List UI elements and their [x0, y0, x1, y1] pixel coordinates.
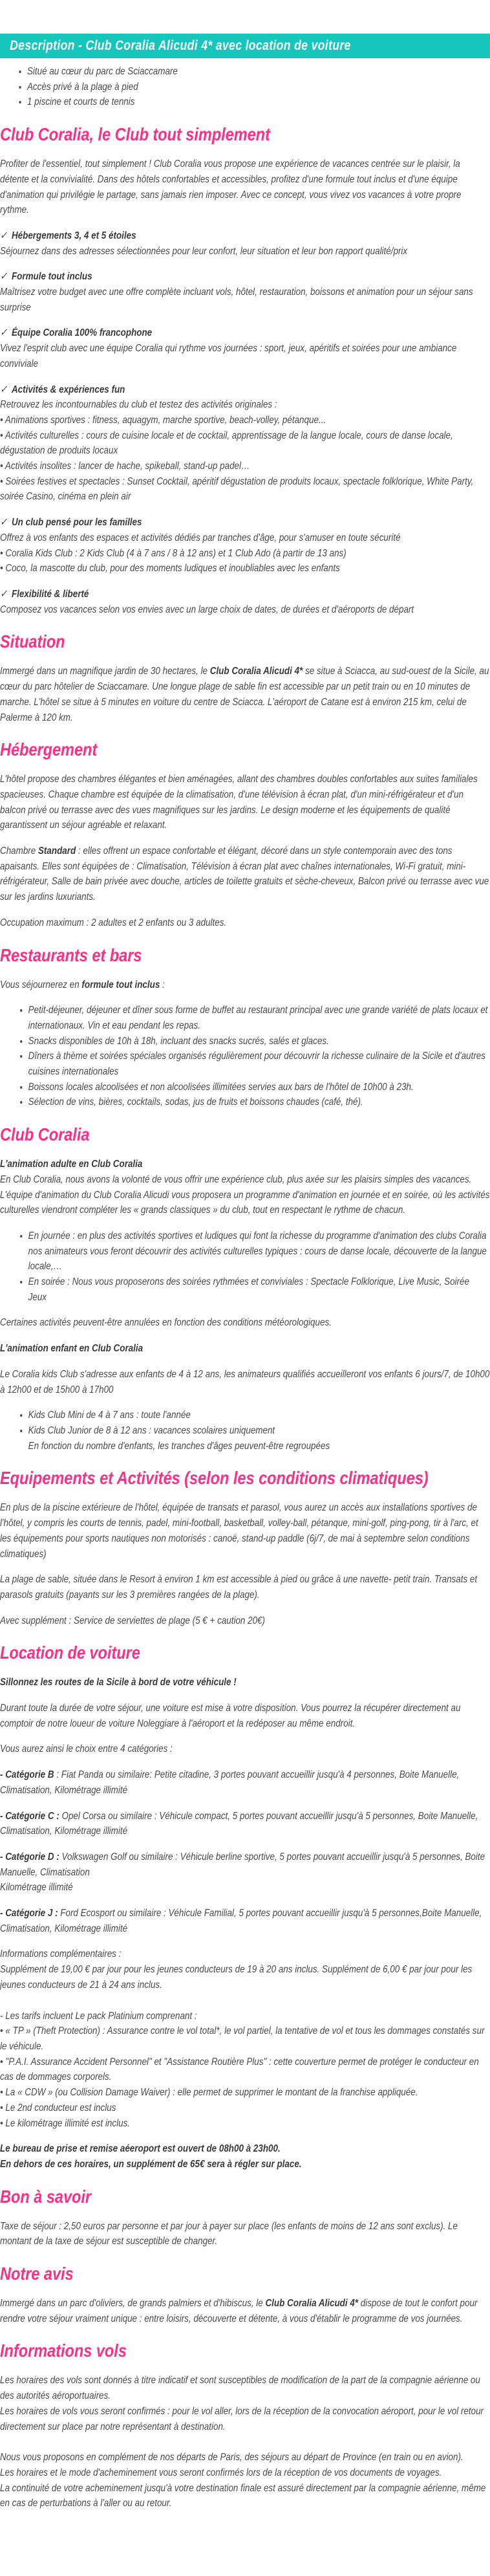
- feature-familles: [0, 515, 490, 576]
- banner-title: Description - Club Coralia Alicudi 4* avec location de voiture: [10, 38, 351, 54]
- list-item: • 1 piscine et courts de tennis: [27, 94, 490, 110]
- feature-flexibilite: [0, 587, 490, 617]
- car-category-d-line2: Kilométrage illimité: [0, 1882, 73, 1894]
- feature-label-row: [0, 515, 490, 530]
- feature-label-row: [0, 269, 490, 285]
- hotel-name: Club Coralia Alicudi 4*: [209, 666, 303, 677]
- list-item: • Accès privé à la plage à pied: [27, 80, 490, 95]
- animation-adulte-title: L'animation adulte en Club Coralia: [0, 1159, 143, 1170]
- feature-text: Séjournez dans des adresses sélectionnées pour leur confort, leur situation et leur bon rapport qualité/prix: [0, 245, 408, 257]
- feature-label-row: [0, 382, 490, 398]
- province-departures-line: Nous vous proposons en complément de nos départs de Paris, des séjours au départ de Province (en train ou en avion).: [0, 2452, 463, 2463]
- check-icon: ✓: [0, 588, 8, 600]
- check-icon: ✓: [0, 271, 8, 283]
- feature-text: Maîtrisez votre budget avec une offre complète incluant vols, hôtel, restauration, boissons et animation pour un séjour sans surprise: [0, 287, 473, 313]
- list-item: • Petit-déjeuner, déjeuner et dîner sous forme de buffet au restaurant principal avec une grande variété de plats locaux et internationaux. Vin et eau pendant les repas.: [28, 1003, 490, 1033]
- feature-text: Vivez l'esprit club avec une équipe Coralia qui rythme vos journées : sport, jeux, apéritifs et soirées pour une ambiance conviviale: [0, 343, 457, 369]
- animation-enfant-title: L'animation enfant en Club Coralia: [0, 1343, 144, 1355]
- feature-label-row: [0, 228, 490, 244]
- check-icon: ✓: [0, 230, 8, 241]
- bureau-hours-line2: En dehors de ces horaires, un supplément de 65€ sera à régler sur place.: [0, 2158, 302, 2170]
- notre-avis-paragraph: Immergé dans un parc d'oliviers, de grands palmiers et d'hibiscus, le Club Coralia Alicudi 4* dispose de tout le confort pour rendre votre séjour vraiment unique : entre loisirs, découverte et détente, à vous d'établir le programme de vos journées.: [0, 2298, 478, 2324]
- check-icon: ✓: [0, 384, 8, 395]
- bureau-hours: [0, 2141, 490, 2172]
- kids-club-list: [0, 1408, 490, 1438]
- flight-schedule-line: Les horaires des vols sont donnés à titre indicatif et sont susceptibles de modification de la part de la compagnie aérienne ou des autorités aéroportuaires.: [0, 2375, 480, 2402]
- feature-text: Retrouvez les incontournables du club et testez des activités originales :: [0, 399, 277, 411]
- pack-bullet: • La « CDW » (ou Collision Damage Waiver) : elle permet de supprimer le montant de la franchise appliquée.: [0, 2087, 418, 2099]
- bon-a-savoir-paragraph: Taxe de séjour : 2,50 euros par personne et par jour à payer sur place (les enfants de moins de 12 ans sont exclus). Le montant de la taxe de séjour est susceptible de changer.: [0, 2220, 458, 2247]
- section-title-location-voiture: Location de voiture: [0, 1643, 140, 1663]
- feature-label: Équipe Coralia 100% francophone: [11, 327, 153, 339]
- feature-label-row: [0, 325, 490, 341]
- car-category-c: - Catégorie C : Opel Corsa ou similaire : Véhicule compact, 5 portes pouvant accueillir jusqu'à 5 personnes, Boite Manuelle, Climatisation, Kilométrage illimité: [0, 1810, 478, 1837]
- section-title-infos-vols: Informations vols: [0, 2341, 127, 2361]
- car-category-label: - Catégorie J :: [0, 1908, 58, 1919]
- feature-equipe: [0, 325, 490, 371]
- section-title-hebergement: Hébergement: [0, 739, 98, 760]
- hotel-name: Club Coralia Alicudi 4*: [265, 2298, 359, 2309]
- list-item: • Boissons locales alcoolisées et non alcoolisées illimitées servies aux bars de l'hôtel de 10h00 à 23h.: [28, 1080, 490, 1095]
- section-title-situation: Situation: [0, 631, 65, 652]
- list-item: • Sélection de vins, bières, cocktails, sodas, jus de fruits et boissons chaudes (café, thé).: [28, 1095, 490, 1110]
- province-departures-block: [0, 2450, 490, 2511]
- restaurants-lead: Vous séjournerez en formule tout inclus :: [0, 979, 165, 990]
- list-item: • Situé au cœur du parc de Sciaccamare: [27, 64, 490, 80]
- equipements-paragraph-2: La plage de sable, située dans le Resort à environ 1 km est accessible à pied ou grâce à une navette- petit train. Transats et parasols gratuits (payants sur les 3 premières rangées de la plage).: [0, 1574, 478, 1600]
- animation-enfant-paragraph: Le Coralia kids Club s'adresse aux enfants de 4 à 12 ans, les animateurs qualifiés accueilleront vos enfants 6 jours/7, de 10h00 à 12h00 et de 15h00 à 17h00: [0, 1368, 490, 1395]
- feature-bullet: • Coralia Kids Club : 2 Kids Club (4 à 7 ans / 8 à 12 ans) et 1 Club Ado (à partir de 13 ans): [0, 547, 346, 559]
- feature-text: Offrez à vos enfants des espaces et activités dédiés par tranches d'âge, pour s'amuser en toute sécurité: [0, 532, 401, 543]
- check-icon: ✓: [0, 327, 8, 339]
- section-title-bon-a-savoir: Bon à savoir: [0, 2186, 92, 2207]
- location-tagline: Sillonnez les routes de la Sicile à bord de votre véhicule !: [0, 1677, 237, 1688]
- list-item: • Snacks disponibles de 10h à 18h, incluant des snacks sucrés, salés et glaces.: [28, 1034, 490, 1049]
- car-category-label: - Catégorie D :: [0, 1851, 59, 1862]
- equipements-paragraph-1: En plus de la piscine extérieure de l'hôtel, équipée de transats et parasol, vous aurez un accès aux installations sportives de l'hôtel, y compris les courts de tennis, padel, mini-football, basketball, volley-ball, pétanque, mini-golf, ping-pong, tir à l'arc, et les équipements pour sports nautiques non motorisés : canoë, stand-up paddle (6j/7, de mai à septembre selon conditions climatiques): [0, 1502, 478, 1560]
- description-banner: [0, 34, 490, 58]
- infos-complementaires-title: Informations complémentaires :: [0, 1948, 122, 1960]
- section-title-restaurants: Restaurants et bars: [0, 944, 142, 965]
- feature-bullet: • Coco, la mascotte du club, pour des moments ludiques et inoubliables avec les enfants: [0, 563, 340, 574]
- flight-schedule-line: Les horaires de vols vous seront confirmés : pour le vol aller, lors de la réception de la convocation aéroport, pour le vol retour directement sur place par notre représentant à destination.: [0, 2405, 484, 2432]
- club-simplement-intro: Profiter de l'essentiel, tout simplement ! Club Coralia vous propose une expérience de vacances centrée sur le plaisir, la détente et la convivialité. Dans des hôtels confortables et accessibles, profitez d'une formule tout inclus et d'une équipe d'animation qui privilégie le partage, sans jamais rien imposer. Avec ce concept, vous vivez vos vacances à votre propre rythme.: [0, 158, 462, 216]
- situation-paragraph: Immergé dans un magnifique jardin de 30 hectares, le Club Coralia Alicudi 4* se situe à Sciacca, au sud-ouest de la Sicile, au cœur du parc hôtelier de Sciaccamare. Une longue plage de sable fin est accessible par un petit train ou en 10 minutes de marche. L'hôtel se situe à 5 minutes en voiture du centre de Sciacca. L'aéroport de Catane est à environ 215 km, celui de Palerme à 120 km.: [0, 666, 489, 723]
- feature-label-row: [0, 587, 490, 602]
- hebergement-paragraph-2: Chambre Standard : elles offrent un espace confortable et élégant, décoré dans un style contemporain avec des tons apaisants. Elles sont équipées de : Climatisation, Télévision à écran plat avec chaînes internationales, Wi-Fi gratuit, mini-réfrigérateur, Salle de bain privée avec douche, articles de toilette gratuits et sèche-cheveux, Balcon privé ou terrasse avec vue sur les jardins luxuriants.: [0, 846, 489, 903]
- pack-bullet: • "P.A.I. Assurance Accident Personnel" et "Assistance Routière Plus" : cette couverture permet de protéger le conducteur en cas de dommages corporels.: [0, 2056, 479, 2083]
- feature-label: Hébergements 3, 4 et 5 étoiles: [11, 230, 136, 241]
- section-title-club-coralia: Club Coralia: [0, 1124, 90, 1145]
- feature-text: Composez vos vacances selon vos envies avec un large choix de dates, de durées et d'aéroports de départ: [0, 604, 414, 615]
- highlights-list: [0, 64, 490, 110]
- feature-label: Activités & expériences fun: [11, 384, 125, 395]
- formule-label: formule tout inclus: [81, 979, 160, 990]
- pack-bullet: • Le kilométrage illimité est inclus.: [0, 2117, 131, 2129]
- list-item: • Kids Club Mini de 4 à 7 ans : toute l'année: [28, 1408, 490, 1423]
- feature-bullet: • Activités culturelles : cours de cuisine locale et de cocktail, apprentissage de la langue locale, cours de danse locale, dégustation de produits locaux: [0, 430, 453, 457]
- car-category-label: - Catégorie C :: [0, 1810, 59, 1822]
- infos-complementaires-text: Supplément de 19,00 € par jour pour les jeunes conducteurs de 19 à 20 ans inclus. Supplément de 6,00 € par jour pour les jeunes conducteurs de 21 à 24 ans inclus.: [0, 1964, 473, 1991]
- pack-bullet: • « TP » (Theft Protection) : Assurance contre le vol total*, le vol partiel, la tentative de vol et tous les dommages constatés sur le véhicule.: [0, 2025, 485, 2052]
- bureau-hours-line1: Le bureau de prise et remise aéeroport est ouvert de 08h00 à 23h00.: [0, 2143, 281, 2155]
- list-item: • Dîners à thème et soirées spéciales organisés régulièrement pour découvrir la richesse culinaire de la Sicile et d'autres cuisines internationales: [28, 1049, 490, 1079]
- kids-club-note: En fonction du nombre d'enfants, les tranches d'âges peuvent-être regroupées: [28, 1440, 330, 1452]
- meteo-note: Certaines activités peuvent-être annulées en fonction des conditions météorologiques.: [0, 1317, 332, 1329]
- feature-hebergements: [0, 228, 490, 259]
- feature-label: Un club pensé pour les familles: [11, 517, 142, 529]
- car-category-label: - Catégorie B: [0, 1769, 54, 1781]
- feature-bullet: • Soirées festives et spectacles : Sunset Cocktail, apéritif dégustation de produits locaux, spectacle folklorique, White Party, soirée Casino, cinéma en plein air: [0, 475, 474, 503]
- animation-adulte-list: [0, 1228, 490, 1305]
- feature-label: Flexibilité & liberté: [11, 588, 89, 600]
- section-title-club-simplement: Club Coralia, le Club tout simplement: [0, 124, 270, 145]
- room-type: Standard: [37, 846, 76, 857]
- feature-bullet: • Animations sportives : fitness, aquagym, marche sportive, beach-volley, pétanque...: [0, 414, 326, 426]
- flight-schedule-block: [0, 2373, 490, 2434]
- feature-activites: [0, 382, 490, 505]
- animation-adulte-paragraph: En Club Coralia, nous avons la volonté de vous offrir une expérience club, plus axée sur les plaisirs simples des vacances. L'équipe d'animation du Club Coralia Alicudi vous proposera un programme d'animation en journée et en soirée, où les activités culturelles viendront compléter les « grands classiques » du club, tout en respectant le rythme de chacun.: [0, 1173, 490, 1216]
- section-title-notre-avis: Notre avis: [0, 2264, 74, 2284]
- pack-bullet: • Le 2nd conducteur est inclus: [0, 2102, 116, 2113]
- restaurants-list: [0, 1003, 490, 1110]
- infos-complementaires: [0, 1947, 490, 1992]
- feature-bullet: • Activités insolites : lancer de hache, spikeball, stand-up padel…: [0, 461, 250, 472]
- equipements-supplement: Avec supplément : Service de serviettes de plage (5 € + caution 20€): [0, 1615, 265, 1626]
- list-item: • En soirée : Nous vous proposerons des soirées rythmées et conviviales : Spectacle Folklorique, Live Music, Soirée Jeux: [28, 1274, 490, 1305]
- hebergement-paragraph-1: L'hôtel propose des chambres élégantes et bien aménagées, allant des chambres doubles confortables aux suites familiales spacieuses. Chaque chambre est équipée de la climatisation, d'une télévision à écran plat, d'un mini-réfrigérateur et d'un balcon privé ou terrasse avec des vues magnifiques sur les jardins. Le design moderne et les équipements de qualité garantissent un séjour agréable et relaxant.: [0, 774, 478, 831]
- car-category-j: - Catégorie J : Ford Ecosport ou similaire : Véhicule Familial, 5 portes pouvant accueillir jusqu'à 5 personnes,Boite Manuelle, Climatisation, Kilométrage illimité: [0, 1908, 482, 1934]
- pack-platinium-intro: - Les tarifs incluent Le pack Platinium comprenant :: [0, 2010, 197, 2022]
- check-icon: ✓: [0, 517, 8, 529]
- province-departures-line: Les horaires et le mode d'acheminement vous seront confirmés lors de la réception de vos documents de voyages.: [0, 2467, 442, 2478]
- feature-label: Formule tout inclus: [11, 271, 92, 283]
- car-category-d: - Catégorie D : Volkswagen Golf ou similaire : Véhicule berline sportive, 5 portes pouvant accueillir jusqu'à 5 personnes, Boite Manuelle, Climatisation Kilométrage illimité: [0, 1850, 490, 1895]
- hebergement-occupation: Occupation maximum : 2 adultes et 2 enfants ou 3 adultes.: [0, 917, 227, 928]
- list-item: • Kids Club Junior de 8 à 12 ans : vacances scolaires uniquement: [28, 1423, 490, 1439]
- province-departures-line: La continuité de votre acheminement jusqu'à votre destination finale est assuré directement par la compagnie aérienne, même en cas de perturbations à l'aller ou au retour.: [0, 2482, 486, 2509]
- car-category-b: - Catégorie B : Fiat Panda ou similaire: Petite citadine, 3 portes pouvant accueillir jusqu'à 4 personnes, Boite Manuelle, Climatisation, Kilométrage illimité: [0, 1769, 460, 1796]
- section-title-equipements: Equipements et Activités (selon les conditions climatiques): [0, 1468, 429, 1489]
- feature-formule: [0, 269, 490, 315]
- list-item: • En journée : en plus des activités sportives et ludiques qui font la richesse du programme d'animation des clubs Coralia nos animateurs vous feront découvrir des activités culturelles typiques : cours de danse locale, découverte de la langue locale,…: [28, 1228, 490, 1274]
- location-paragraph-1: Durant toute la durée de votre séjour, une voiture est mise à votre disposition. Vous pourrez la récupérer directement au comptoir de notre loueur de voiture Noleggiare à l'aéroport et la redéposer au même endroit.: [0, 1703, 461, 1729]
- location-paragraph-2: Vous aurez ainsi le choix entre 4 catégories :: [0, 1743, 173, 1755]
